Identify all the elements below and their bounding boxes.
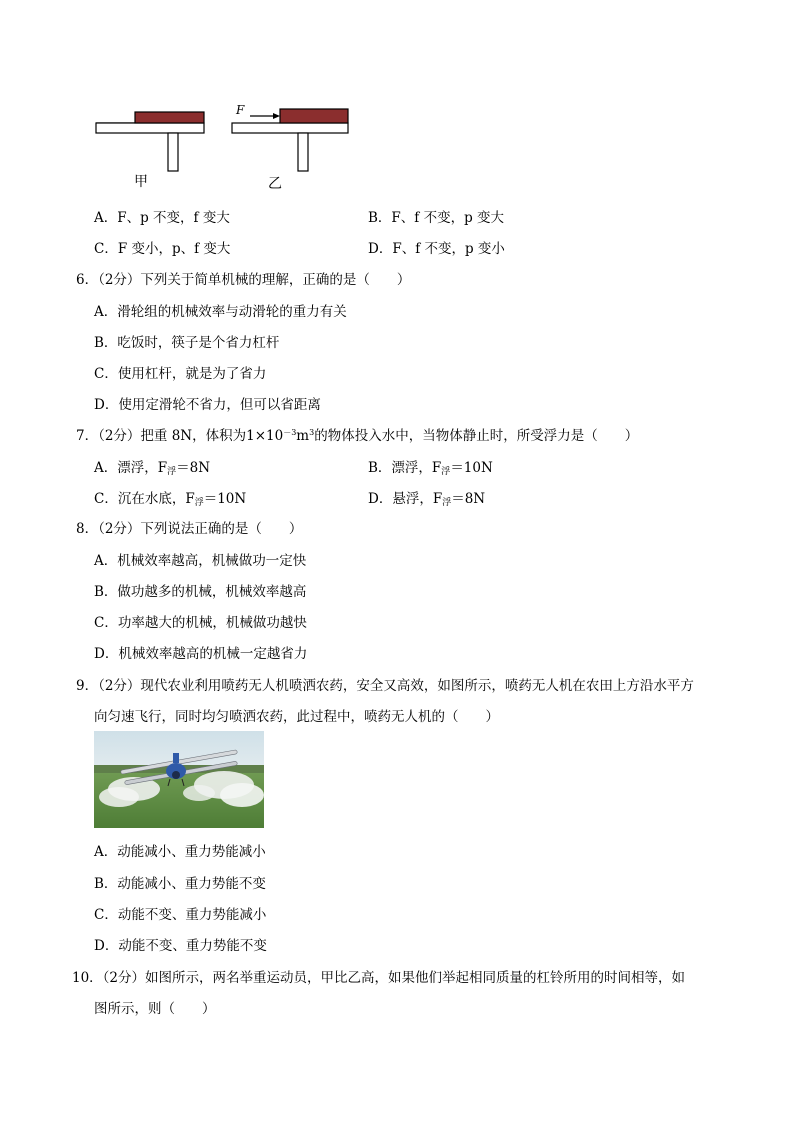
q5-option-d: D．F、f 不变，p 变小 — [368, 241, 505, 257]
q9-option-a: A．动能减小、重力势能减小 — [94, 844, 266, 860]
q10-stem-line1: 10．（2分）如图所示，两名举重运动员，甲比乙高，如果他们举起相同质量的杠铃所用的时间相等，如 — [72, 970, 686, 986]
q8-option-d: D．机械效率越高的机械一定越省力 — [94, 646, 308, 662]
figure-jia — [96, 112, 204, 171]
q6-stem: 6．（2分）下列关于简单机械的理解，正确的是（ ） — [76, 272, 411, 288]
q7-option-d: D．悬浮，$F_浮=8N$ — [368, 491, 486, 508]
q9-option-c: C．动能不变、重力势能减小 — [94, 907, 267, 923]
q5-figure — [90, 100, 370, 195]
q8-option-a: A．机械效率越高，机械做功一定快 — [94, 553, 307, 569]
q6-option-a: A．滑轮组的机械效率与动滑轮的重力有关 — [94, 304, 347, 320]
caption-jia: 甲 — [134, 174, 148, 190]
q6-option-d: D．使用定滑轮不省力，但可以省距离 — [94, 397, 321, 413]
force-label: F — [236, 103, 245, 117]
q9-option-b: B．动能减小、重力势能不变 — [94, 876, 266, 892]
caption-yi: 乙 — [268, 176, 282, 192]
q8-option-b: B．做功越多的机械，机械效率越高 — [94, 584, 307, 600]
q9-stem-line1: 9．（2分）现代农业利用喷药无人机喷洒农药，安全又高效，如图所示，喷药无人机在农田上方沿水平方 — [76, 678, 694, 694]
q9-option-d: D．动能不变、重力势能不变 — [94, 938, 267, 954]
q7-option-a: A．漂浮，$F_浮=8N$ — [94, 460, 211, 477]
q5-option-c: C．F 变小，p、f 变大 — [94, 241, 231, 257]
q7-stem: 7．（2分）把重 8N，体积为$1\times 10^{-3}m^3$的物体投入水中，当物体静止时，所受浮力是（ ） — [76, 428, 639, 444]
q7-option-b: B．漂浮，$F_浮=10N$ — [368, 460, 493, 477]
q5-option-b: B．F、f 不变，p 变大 — [368, 210, 505, 226]
figure-yi — [232, 103, 348, 171]
q5-option-a: A．F、p 不变，f 变大 — [94, 210, 230, 226]
q10-stem-line2: 图所示，则（ ） — [94, 1001, 216, 1017]
q6-option-c: C．使用杠杆，就是为了省力 — [94, 366, 267, 382]
q7-option-c: C．沉在水底，$F_浮=10N$ — [94, 491, 247, 508]
q6-option-b: B．吃饭时，筷子是个省力杠杆 — [94, 335, 280, 351]
crop-duster-photo — [94, 731, 264, 828]
q9-stem-line2: 向匀速飞行，同时均匀喷洒农药，此过程中，喷药无人机的（ ） — [94, 709, 499, 725]
q8-option-c: C．功率越大的机械，机械做功越快 — [94, 615, 307, 631]
q8-stem: 8．（2分）下列说法正确的是（ ） — [76, 521, 303, 537]
